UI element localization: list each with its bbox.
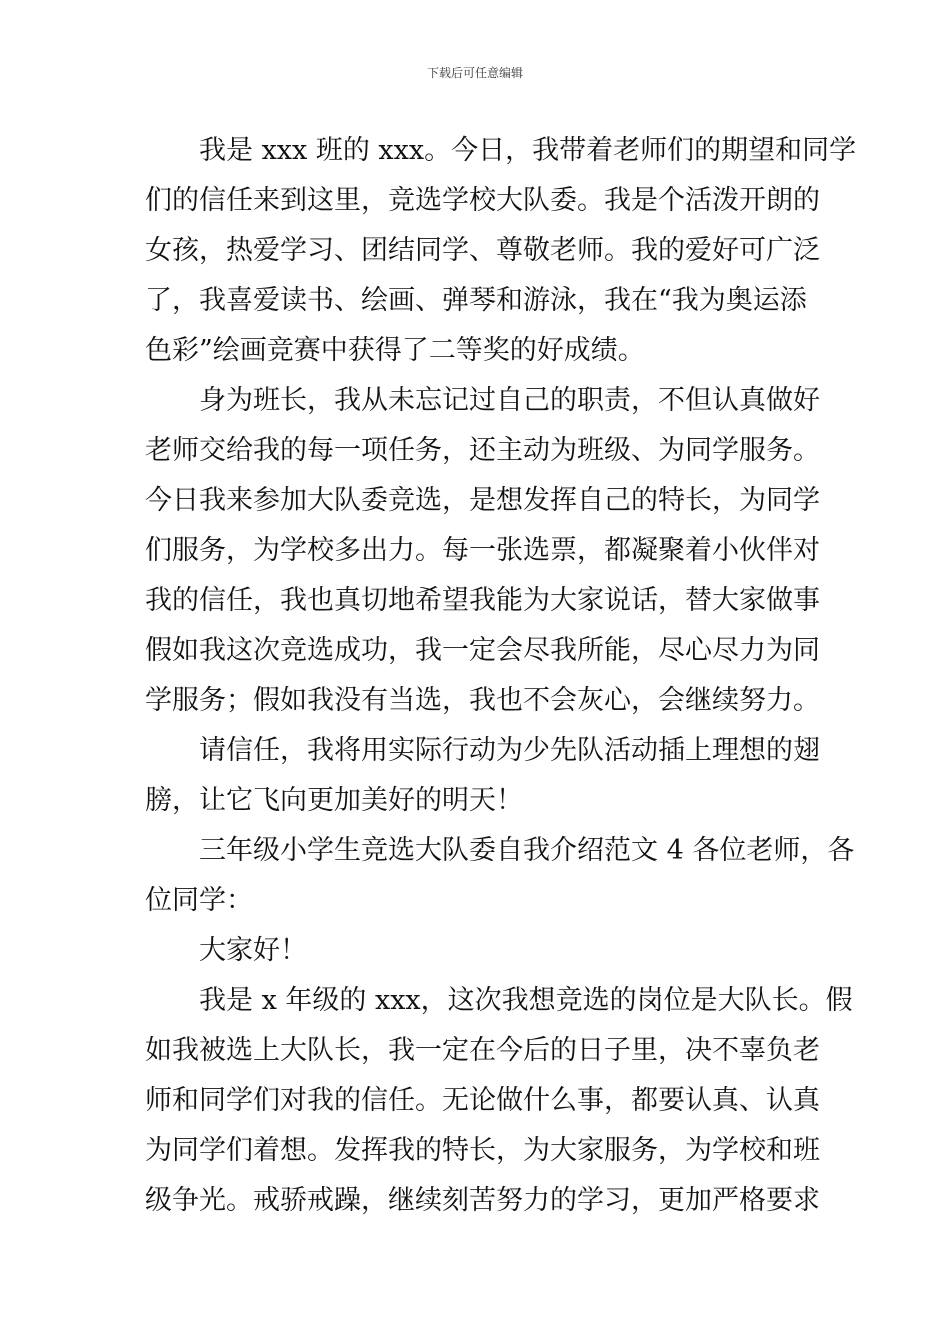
text-line: 我的信任，我也真切地希望我能为大家说话，替大家做事 [145, 585, 820, 616]
text-line: 级争光。戒骄戒躁，继续刻苦努力的学习，更加严格要求 [145, 1185, 820, 1216]
text-line: 女孩，热爱学习、团结同学、尊敬老师。我的爱好可广泛 [145, 235, 820, 266]
text-line: 学服务；假如我没有当选，我也不会灰心，会继续努力。 [145, 685, 820, 716]
text-line: 了，我喜爱读书、绘画、弹琴和游泳，我在“我为奥运添 [145, 285, 807, 316]
text-line: 位同学： [145, 885, 253, 916]
text-line: 色彩”绘画竞赛中获得了二等奖的好成绩。 [145, 335, 645, 366]
text-line: 老师交给我的每一项任务，还主动为班级、为同学服务。 [145, 435, 820, 466]
document-body [145, 126, 857, 1226]
text-line: 大家好！ [199, 935, 307, 966]
paragraph [145, 376, 820, 726]
text-line: 们服务，为学校多出力。每一张选票，都凝聚着小伙伴对 [145, 535, 820, 566]
text-line: 师和同学们对我的信任。无论做什么事，都要认真、认真 [145, 1085, 820, 1116]
paragraph [145, 126, 857, 376]
text-line: 三年级小学生竞选大队委自我介绍范文 4 各位老师，各 [199, 835, 855, 866]
text-line: 膀，让它飞向更加美好的明天！ [145, 785, 523, 816]
paragraph [145, 926, 807, 976]
text-line: 为同学们着想。发挥我的特长，为大家服务，为学校和班 [145, 1135, 820, 1166]
paragraph [145, 976, 853, 1226]
text-line: 请信任，我将用实际行动为少先队活动插上理想的翅 [199, 735, 820, 766]
text-line: 我是 xxx 班的 xxx。今日，我带着老师们的期望和同学 [199, 135, 857, 166]
paragraph [145, 826, 855, 926]
text-line: 身为班长，我从未忘记过自己的职责，不但认真做好 [199, 385, 820, 416]
text-line: 如我被选上大队长，我一定在今后的日子里，决不辜负老 [145, 1035, 820, 1066]
paragraph [145, 726, 820, 826]
page-header-note: 下载后可任意编辑 [426, 66, 523, 80]
text-line: 我是 x 年级的 xxx，这次我想竞选的岗位是大队长。假 [199, 985, 853, 1016]
text-line: 假如我这次竞选成功，我一定会尽我所能，尽心尽力为同 [145, 635, 820, 666]
text-line: 们的信任来到这里，竞选学校大队委。我是个活泼开朗的 [145, 185, 820, 216]
text-line: 今日我来参加大队委竞选，是想发挥自己的特长，为同学 [145, 485, 820, 516]
